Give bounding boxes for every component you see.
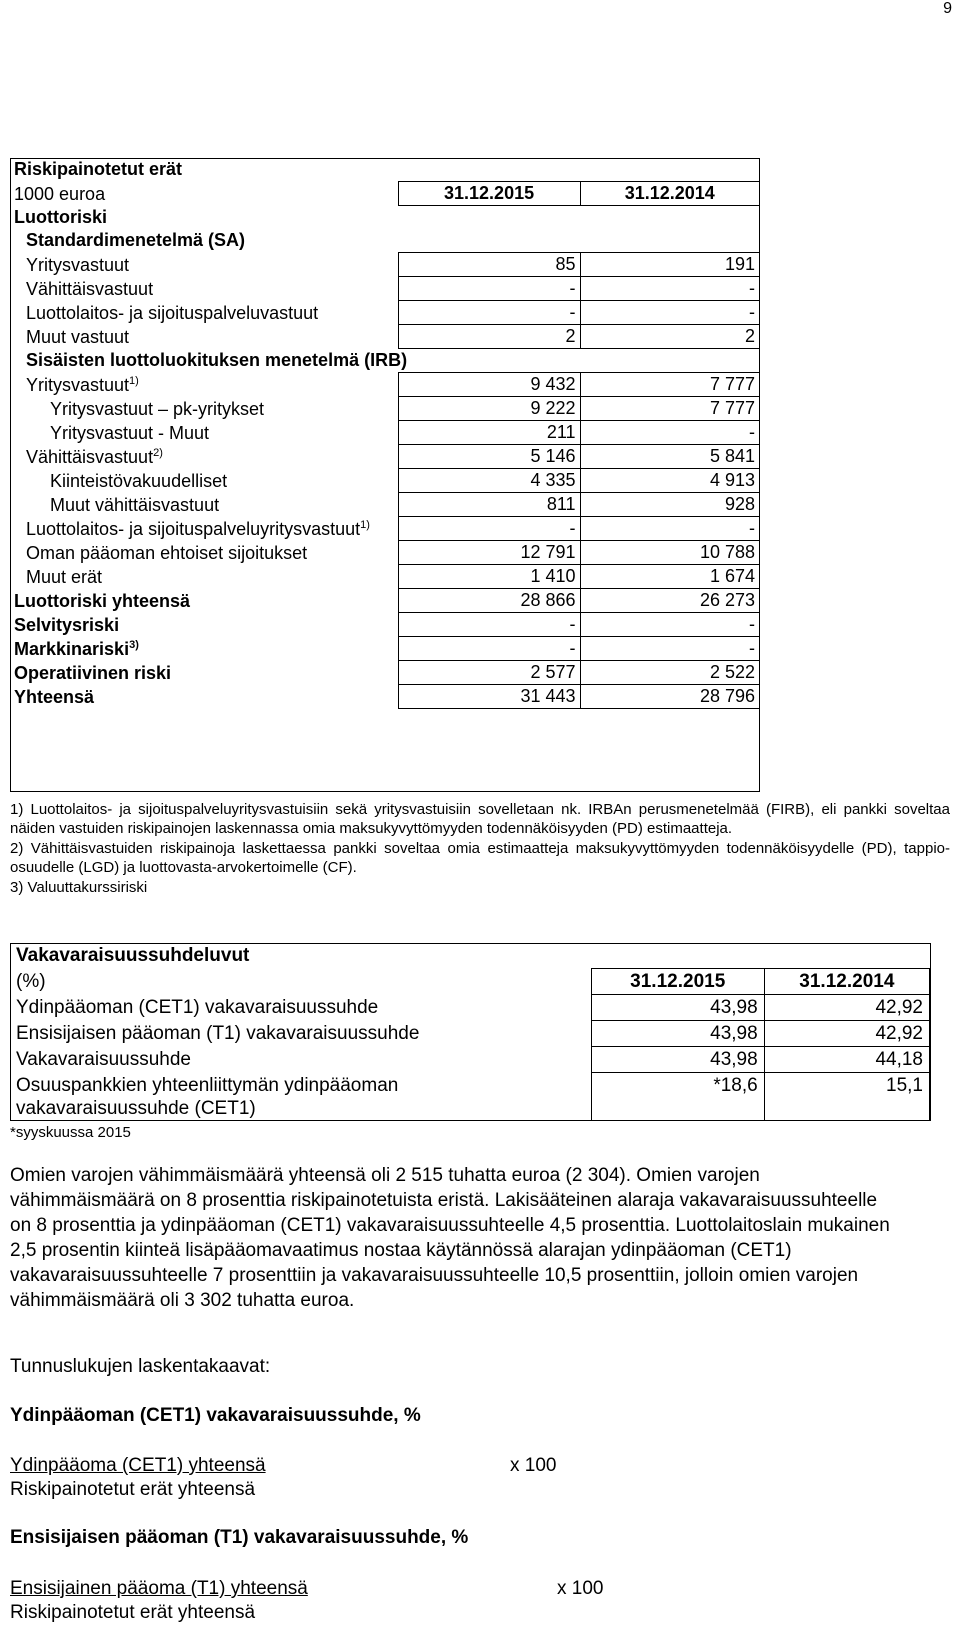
table-row-label: Vähittäisvastuut$^{2)}$ xyxy=(26,446,163,467)
table-cell: 9 432 xyxy=(398,373,580,397)
table-row xyxy=(10,1073,930,1121)
table-row-label: Yritysvastuut xyxy=(26,254,130,275)
footnote-3: 3) Valuuttakurssiriski xyxy=(10,879,148,896)
formula-numerator-t1: Ensisijainen pääoma (T1) yhteensä xyxy=(10,1578,308,1599)
table-cell: 2 522 xyxy=(580,661,759,685)
table-cell: 211 xyxy=(398,421,580,445)
table-row xyxy=(10,637,760,661)
table-row xyxy=(10,1021,930,1047)
table-row xyxy=(10,445,760,469)
table-cell: - xyxy=(580,637,759,661)
table-cell: 43,98 xyxy=(591,1021,764,1047)
table-row xyxy=(10,589,760,613)
table-cell: 4 335 xyxy=(398,469,580,493)
table-row-label: Standardimenetelmä (SA) xyxy=(26,230,246,250)
table-row xyxy=(10,301,760,325)
table-cell: - xyxy=(580,421,759,445)
table-cell: - xyxy=(580,277,759,301)
table-row-label: Kiinteistövakuudelliset xyxy=(50,470,228,491)
table-row xyxy=(10,277,760,301)
table-row xyxy=(10,995,930,1021)
capital-table-footnote: *syyskuussa 2015 xyxy=(10,1124,131,1141)
table-cell: 7 777 xyxy=(580,397,759,421)
formula-multiplier-cet1: x 100 xyxy=(510,1455,557,1476)
table-row xyxy=(10,613,760,637)
footnote-2: 2) Vähittäisvastuiden riskipainoja laskettaessa pankki soveltaa omia estimaatteja maksukyvyttömyyden todennäköisyydelle (PD), tappio-osuudelle (LGD) ja luottovasta-arvokertoimelle (CF). xyxy=(10,840,950,876)
table-cell: 2 577 xyxy=(398,661,580,685)
table-cell: 7 777 xyxy=(580,373,759,397)
table-cell: 4 913 xyxy=(580,469,759,493)
table-row-label: Luottoriski xyxy=(14,207,107,227)
table-row-label: Yritysvastuut - Muut xyxy=(50,422,210,443)
table-row-label: Ydinpääoman (CET1) vakavaraisuussuhde xyxy=(16,996,379,1018)
formula-multiplier-t1: x 100 xyxy=(557,1578,604,1599)
risk-table-unit: 1000 euroa xyxy=(14,183,106,204)
table-cell: 28 866 xyxy=(398,589,580,613)
table-row-label: Selvitysriski xyxy=(14,614,120,635)
table-cell: 191 xyxy=(580,253,759,277)
table-row-label: Ensisijaisen pääoman (T1) vakavaraisuussuhde xyxy=(16,1022,420,1044)
formula-denominator-cet1: Riskipainotetut erät yhteensä xyxy=(10,1479,256,1500)
table-cell: 28 796 xyxy=(580,685,759,709)
table-row xyxy=(10,469,760,493)
table-row-label: Muut erät xyxy=(26,566,103,587)
table-row xyxy=(10,565,760,589)
table-cell: 42,92 xyxy=(764,1021,929,1047)
formula-title-cet1: Ydinpääoman (CET1) vakavaraisuussuhde, % xyxy=(10,1405,421,1426)
table-row xyxy=(10,373,760,397)
table-cell: - xyxy=(580,517,759,541)
table-cell: 26 273 xyxy=(580,589,759,613)
body-paragraph: Omien varojen vähimmäismäärä yhteensä oli 2 515 tuhatta euroa (2 304). Omien varojen vähimmäismäärä on 8 prosenttia riskipainotetuista eristä. Lakisääteinen alaraja vakavaraisuussuhteelle on 8 prosenttia ja ydinpääoman (CET1) vakavaraisuussuhteelle 4,5 prosenttia. Luottolaitoslain mukainen 2,5 prosentin kiinteä lisäpääomavaatimus nostaa käytännössä alarajan ydinpääoman (CET1) vakavaraisuussuhteelle 7 prosenttiin ja vakavaraisuussuhteelle 10,5 prosenttiin, jolloin omien varojen vähimmäismäärä oli 3 302 tuhatta euroa. xyxy=(10,1165,890,1311)
table-row-label: Vakavaraisuussuhde xyxy=(16,1048,191,1070)
table-row-label: Luottolaitos- ja sijoituspalveluvastuut xyxy=(26,302,319,323)
formula-title-t1: Ensisijaisen pääoman (T1) vakavaraisuussuhde, % xyxy=(10,1527,469,1548)
table-row-label: Yritysvastuut$^{1)}$ xyxy=(26,374,139,395)
formulas-heading: Tunnuslukujen laskentakaavat: xyxy=(10,1356,271,1377)
page-number: 9 xyxy=(943,0,952,17)
table-row-label: Yritysvastuut – pk-yritykset xyxy=(50,398,265,419)
table-row xyxy=(10,493,760,517)
table-cell: *18,6 xyxy=(591,1073,764,1121)
risk-table-title: Riskipainotetut erät xyxy=(14,159,183,179)
table-row xyxy=(10,325,760,349)
table-cell: 44,18 xyxy=(764,1047,929,1073)
capital-ratio-table xyxy=(10,943,930,1121)
table-cell: 15,1 xyxy=(764,1073,929,1121)
table-row-label: Vähittäisvastuut xyxy=(26,278,154,299)
table-row xyxy=(10,661,760,685)
table-row-label: Yhteensä xyxy=(14,686,95,707)
table-cell: 2 xyxy=(580,325,759,349)
column-header-2014: 31.12.2014 xyxy=(764,969,929,995)
table-cell: 1 410 xyxy=(398,565,580,589)
table-row-label: Osuuspankkien yhteenliittymän ydinpääoman vakavaraisuussuhde (CET1) xyxy=(16,1074,399,1119)
table-cell: - xyxy=(398,301,580,325)
table-cell: 928 xyxy=(580,493,759,517)
table-cell: 85 xyxy=(398,253,580,277)
table-cell: 10 788 xyxy=(580,541,759,565)
table-cell: 5 841 xyxy=(580,445,759,469)
table-cell: 42,92 xyxy=(764,995,929,1021)
table-row xyxy=(10,541,760,565)
table-cell: - xyxy=(398,637,580,661)
table-cell: 1 674 xyxy=(580,565,759,589)
table-row xyxy=(10,517,760,541)
table-cell: - xyxy=(398,517,580,541)
table-cell: - xyxy=(580,301,759,325)
capital-table-title: Vakavaraisuussuhdeluvut xyxy=(16,945,250,966)
table-cell: 5 146 xyxy=(398,445,580,469)
table-row-label: Sisäisten luottoluokituksen menetelmä (IRB) xyxy=(26,350,408,370)
risk-weighted-table xyxy=(10,158,760,709)
capital-table-unit: (%) xyxy=(16,970,46,992)
table-cell: 2 xyxy=(398,325,580,349)
table-cell: 43,98 xyxy=(591,1047,764,1073)
table-cell: 31 443 xyxy=(398,685,580,709)
formula-numerator-cet1: Ydinpääoma (CET1) yhteensä xyxy=(10,1455,266,1476)
table-cell: 12 791 xyxy=(398,541,580,565)
footnote-1: 1) Luottolaitos- ja sijoituspalveluyritysvastuisiin sekä yritysvastuisiin sovelletaan nk. IRBAn perusmenetelmää (FIRB), eli pankki soveltaa näiden vastuiden riskipainojen laskennassa omia maksukyvyttömyyden todennäköisyyden (PD) estimaatteja. xyxy=(10,801,950,837)
table-row xyxy=(10,421,760,445)
table-row-label: Luottolaitos- ja sijoituspalveluyritysvastuut$^{1)}$ xyxy=(26,518,370,539)
table-row xyxy=(10,397,760,421)
table-row-label: Oman pääoman ehtoiset sijoitukset xyxy=(26,542,308,563)
table-cell: - xyxy=(398,613,580,637)
table-row-label: Muut vastuut xyxy=(26,326,130,347)
formula-denominator-t1: Riskipainotetut erät yhteensä xyxy=(10,1602,256,1623)
column-header-2015: 31.12.2015 xyxy=(398,182,580,206)
table-row-label: Muut vähittäisvastuut xyxy=(50,494,220,515)
column-header-2015: 31.12.2015 xyxy=(591,969,764,995)
table-row-label: Operatiivinen riski xyxy=(14,662,172,683)
column-header-2014: 31.12.2014 xyxy=(580,182,759,206)
table-row xyxy=(10,685,760,709)
table-cell: 811 xyxy=(398,493,580,517)
table-row xyxy=(10,253,760,277)
risk-table-notes xyxy=(10,800,950,898)
table-row-label: Luottoriski yhteensä xyxy=(14,590,191,611)
table-cell: 9 222 xyxy=(398,397,580,421)
table-row xyxy=(10,1047,930,1073)
table-cell: - xyxy=(580,613,759,637)
table-cell: 43,98 xyxy=(591,995,764,1021)
table-row-label: Markkinariski$^{3)}$ xyxy=(14,638,139,659)
table-cell: - xyxy=(398,277,580,301)
